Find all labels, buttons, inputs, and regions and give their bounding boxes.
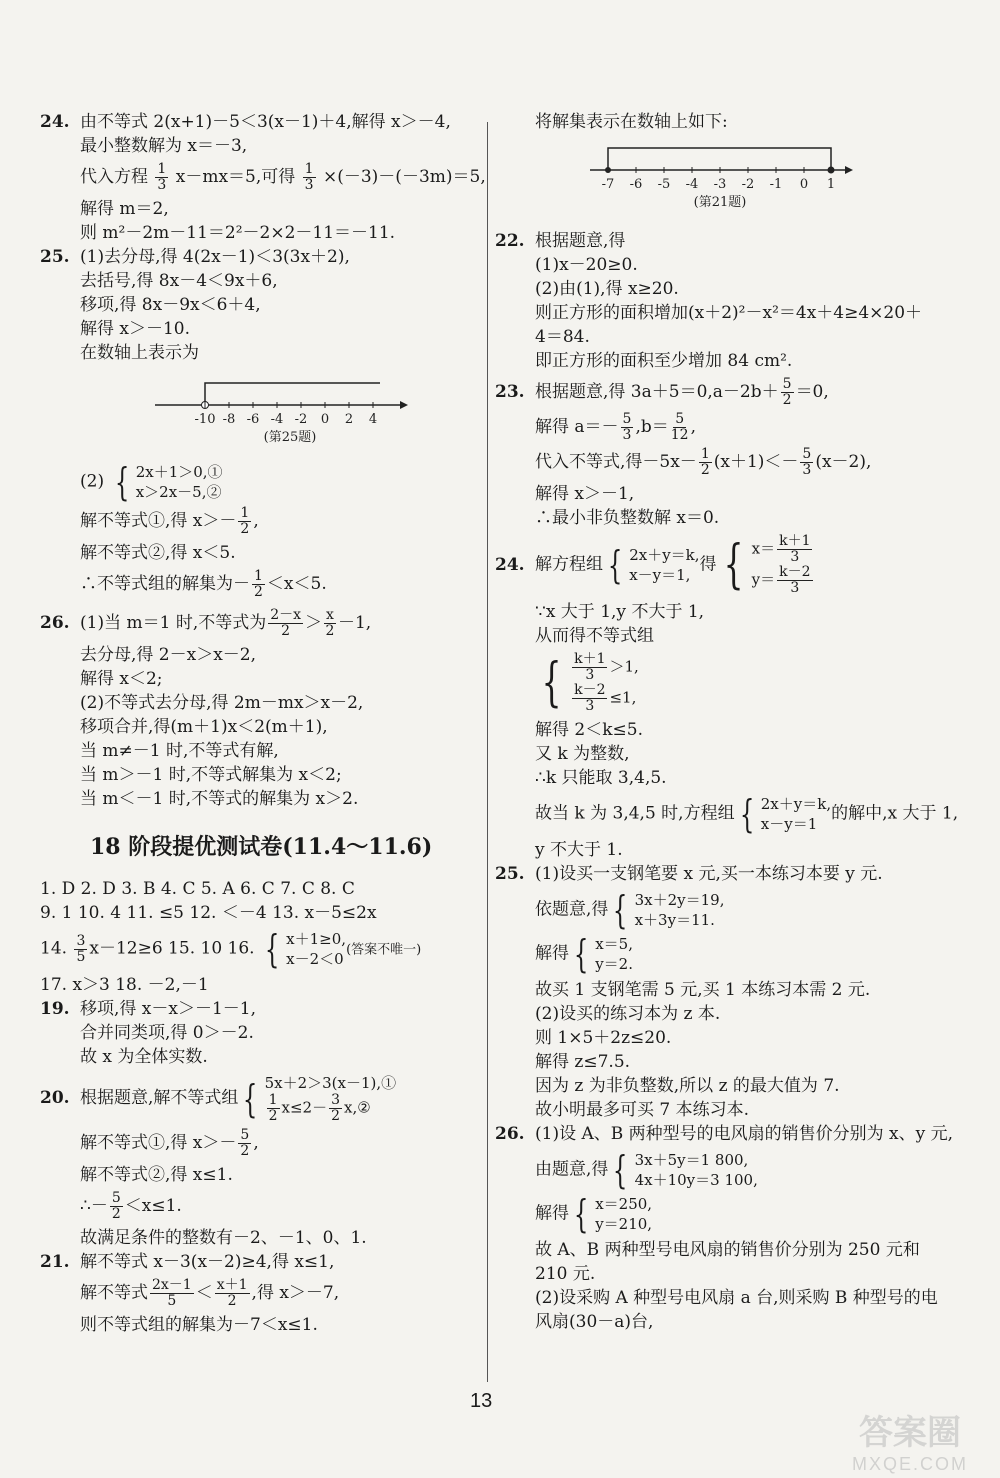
question-21: 21. 解不等式 x－3(x－2)≥4,得 x≤1, 解不等式 $\frac{2x-1}{5}$ ＜ $\frac{x+1}{2}$ ,得 x＞－7, 则不等式组的解集为－7＜x≤1.: [40, 1252, 340, 1335]
equation-system: { x＋1≥0, x－2＜0: [264, 927, 347, 971]
fraction: $\frac{2-x}{2}$: [270, 607, 302, 639]
number-line-25: [40, 375, 480, 452]
question-26: 26. (1)设 A、B 两种型号的电风扇的销售价分别为 x、y 元, 由题意,得 { 3x＋5y＝1 800, 4x＋10y＝3 100, 解得 { x＝250, y＝210, 故 A、B 两种型号电风扇的销售价分别为 250 元和 210 元. (2)设采购 A 种型号电风扇 a 台,则采购 B 种型号的电 风扇(30－a)台,: [495, 1124, 954, 1332]
answer-list: 1. D 2. D 3. B 4. C 5. A 6. C 7. C 8. C 9. 1 10. 4 11. ≤5 12. ＜－4 13. x－5≤2x 14. $\frac{3}{5}$ x－12≥6 15. 10 16. { x＋1≥0, x－2＜0 (答案不唯一) 17. x＞3 18. －2,－1: [40, 879, 422, 995]
tick-label: 2: [344, 412, 354, 427]
tick-label: 4: [368, 412, 378, 427]
fraction: $\frac{5}{2}$: [240, 1127, 250, 1159]
fraction: $\frac{1}{3}$: [304, 161, 314, 193]
tick-label: -4: [685, 177, 699, 192]
question-25: 25. (1)去分母,得 4(2x－1)＜3(3x＋2), 去括号,得 8x－4＜9x＋6, 移项,得 8x－9x＜6＋4, 解得 x＞－10. 在数轴上表示为 -10 -8 -6 -4 -2 0 2 4 (第25题) (2) { 2x＋1＞0,① x＞2x－5,② 解不等式①,得 x＞－ $\frac{1}{2}$ , 解不等式②,得 x＜5. ∴不等式组的解集为－ $\frac{1}{2}$ ＜x＜5.: [40, 245, 480, 600]
fraction: $\frac{3}{5}$: [76, 932, 86, 965]
page-number: 13: [470, 1390, 493, 1412]
fraction: $\frac{1}{2}$: [240, 505, 250, 537]
tick-label: -4: [270, 412, 284, 427]
fraction: $\frac{5}{3}$: [802, 446, 812, 478]
question-20: 20. 根据题意,解不等式组 { 5x＋2＞3(x－1),① $\frac{1}{2}$ x≤2－ $\frac{3}{2}$ x,② 解不等式①,得 x＞－ $\frac{5}{2}$ , 解不等式②,得 x≤1. ∴－ $\frac{5}{2}$ ＜x≤1. 故满足条件的整数有－2、－1、0、1.: [40, 1074, 397, 1248]
equation-system: { x＝ $\frac{k+1}{3}$ y＝ $\frac{k-2}{3}$: [723, 533, 811, 596]
left-column: [40, 110, 486, 1337]
fraction: $\frac{1}{3}$: [157, 161, 167, 193]
tick-label: -3: [713, 177, 727, 192]
question-24: 24. 解方程组 { 2x＋y＝k, x－y＝1, 得 { x＝ $\frac{k+1}{3}$ y＝ $\frac{k-2}{3}$ ∵x 大于 1,y 不大于 1, 从而得不等式组 { $\frac{k+1}{3}$ ＞1, $\frac{k-2}{3}$ ≤1, 解得 2＜k≤5. 又 k 为整数, ∴k 只能取 3,4,5. 故当 k 为 3,4,5 时,方程组 { 2x＋y＝k, x－y＝1 的解中,x 大于 1, y 不大于 1.: [495, 533, 959, 860]
watermark-logo: 答案圈 MXQE.COM: [851, 1414, 968, 1474]
right-column: 将解集表示在数轴上如下: -7 -6 -5 -4 -3 -2 -1 0 1 (第21题) 22. 根据题意,得 (1)x－20≥0. (2)由(1),得 x≥20. 则正方形的面积增加(x＋2)²－x²＝4x＋4≥4×20＋ 4＝84. 即正方形的面积至少增加 84 cm². 23. 根据题意,得 3a＋5＝0,a－2b＋ $\frac{5}{2}$ ＝0, 解得 a＝－ $\frac{5}{3}$ ,b＝ $\frac{5}{12}$ , 代入不等式,得－5x－ $\frac{1}{2}$ (x＋1)＜－ $\frac{5}{3}$ (x－2), 解得 x＞－1, ∴最小非负整数解 x＝0. 24. 解方程组 { 2x＋y＝k, x－y＝1, 得 { x＝ $\frac{k+1}{3}$ y＝ $\frac{k-2}{3}$ ∵x 大于 1,y 不大于 1, 从而得不等式组 { $\frac{k+1}{3}$ ＞1, $\frac{k-2}{3}$ ≤1, 解得 2＜k≤5. 又 k 为整数, ∴k 只能取 3,4,5. 故当 k 为 3,4,5 时,方程组 { 2x＋y＝k, x－y＝1 的解中,x 大于 1, y 不大于 1. 25. (1)设买一支钢笔要 x 元,买一本练习本要 y 元. 依题意,得 { 3x＋2y＝19, x＋3y＝11. 解得 { x＝5, y＝2. 故买 1 支钢笔需 5 元,买 1 本练习本需 2 元. (2)设买的练习本为 z 本. 则 1×5＋2z≤20. 解得 z≤7.5. 因为 z 为非负整数,所以 z 的最大值为 7. 故小明最多可买 7 本练习本. 26. (1)设 A、B 两种型号的电风扇的销售价分别为 x、y 元, 由题意,得 { 3x＋5y＝1 800, 4x＋10y＝3 100, 解得 { x＝250, y＝210, 故 A、B 两种型号电风扇的销售价分别为 250 元和 210 元. (2)设采购 A 种型号电风扇 a 台,则采购 B 种型号的电 风扇(30－a)台,: [495, 110, 965, 1334]
tick-label: 1: [826, 177, 836, 192]
question-22: 22. 根据题意,得 (1)x－20≥0. (2)由(1),得 x≥20. 则正方形的面积增加(x＋2)²－x²＝4x＋4≥4×20＋ 4＝84. 即正方形的面积至少增加 84 cm².: [495, 231, 923, 371]
number-line-21: [495, 144, 965, 219]
figure-caption: (第21题): [693, 195, 747, 210]
equation-system: { 2x＋y＝k, x－y＝1,: [607, 543, 700, 587]
equation-system: { 3x＋5y＝1 800, 4x＋10y＝3 100,: [613, 1148, 758, 1192]
equation-system: { 2x＋1＞0,① x＞2x－5,②: [114, 460, 223, 504]
question-26: 26. (1)当 m＝1 时,不等式为 $\frac{2-x}{2}$ ＞ $\frac{x}{2}$ －1, 去分母,得 2－x＞x－2, 解得 x＜2; (2)不等式去分母,得 2m－mx＞x－2, 移项合并,得(m＋1)x＜2(m＋1), 当 m≠－1 时,不等式有解, 当 m＞－1 时,不等式解集为 x＜2; 当 m＜－1 时,不等式的解集为 x＞2.: [40, 607, 372, 809]
question-23: 23. 根据题意,得 3a＋5＝0,a－2b＋ $\frac{5}{2}$ ＝0, 解得 a＝－ $\frac{5}{3}$ ,b＝ $\frac{5}{12}$ , 代入不等式,得－5x－ $\frac{1}{2}$ (x＋1)＜－ $\frac{5}{3}$ (x－2), 解得 x＞－1, ∴最小非负整数解 x＝0.: [495, 376, 872, 528]
equation-system: { 2x＋y＝k, x－y＝1: [739, 792, 832, 836]
fraction: $\frac{x+1}{2}$: [216, 1277, 248, 1309]
fraction: $\frac{2x-1}{5}$: [152, 1277, 192, 1309]
equation-system: { 5x＋2＞3(x－1),① $\frac{1}{2}$ x≤2－ $\frac{3}{2}$ x,②: [243, 1074, 397, 1124]
equation-system: { x＝250, y＝210,: [573, 1192, 653, 1236]
tick-label: -10: [194, 412, 216, 427]
fraction: $\frac{1}{2}$: [254, 568, 263, 600]
tick-label: -6: [629, 177, 643, 192]
fraction: $\frac{5}{3}$: [622, 411, 632, 443]
question-24: 24. 由不等式 2(x+1)－5＜3(x－1)＋4,解得 x＞－4, 最小整数解为 x＝－3, 代入方程 $\frac{1}{3}$ x－mx＝5,可得 $\frac{1}{3}$ ×(－3)－(－3m)＝5, 解得 m＝2, 则 m²－2m－11＝2²－2×2－11＝－11.: [40, 112, 486, 243]
column-divider: [487, 122, 488, 1382]
fraction: $\frac{5}{12}$: [670, 411, 689, 443]
figure-caption: (第25题): [263, 430, 317, 445]
equation-system: { $\frac{k+1}{3}$ ＞1, $\frac{k-2}{3}$ ≤1,: [541, 651, 639, 714]
tick-label: -2: [741, 177, 755, 192]
tick-label: 0: [320, 412, 330, 427]
fraction: $\frac{5}{2}$: [782, 376, 792, 408]
tick-label: -8: [222, 412, 236, 427]
tick-label: -7: [601, 177, 615, 192]
fraction: $\frac{1}{2}$: [700, 446, 710, 478]
tick-label: 0: [799, 177, 809, 192]
equation-system: { 3x＋2y＝19, x＋3y＝11.: [613, 888, 725, 932]
question-25: 25. (1)设买一支钢笔要 x 元,买一本练习本要 y 元. 依题意,得 { 3x＋2y＝19, x＋3y＝11. 解得 { x＝5, y＝2. 故买 1 支钢笔需 5 元,买 1 本练习本需 2 元. (2)设买的练习本为 z 本. 则 1×5＋2z≤20. 解得 z≤7.5. 因为 z 为非负整数,所以 z 的最大值为 7. 故小明最多可买 7 本练习本.: [495, 864, 883, 1120]
tick-label: -1: [769, 177, 783, 192]
fraction: $\frac{5}{2}$: [111, 1190, 121, 1222]
equation-system: { x＝5, y＝2.: [573, 932, 633, 976]
tick-label: -5: [657, 177, 671, 192]
tick-label: -6: [246, 412, 260, 427]
section-title: 18 阶段提优测试卷(11.4～11.6): [90, 834, 433, 860]
fraction: $\frac{x}{2}$: [325, 607, 335, 639]
tick-label: -2: [294, 412, 308, 427]
question-19: 19. 移项,得 x－x＞－1－1, 合并同类项,得 0＞－2. 故 x 为全体实数.: [40, 999, 257, 1067]
